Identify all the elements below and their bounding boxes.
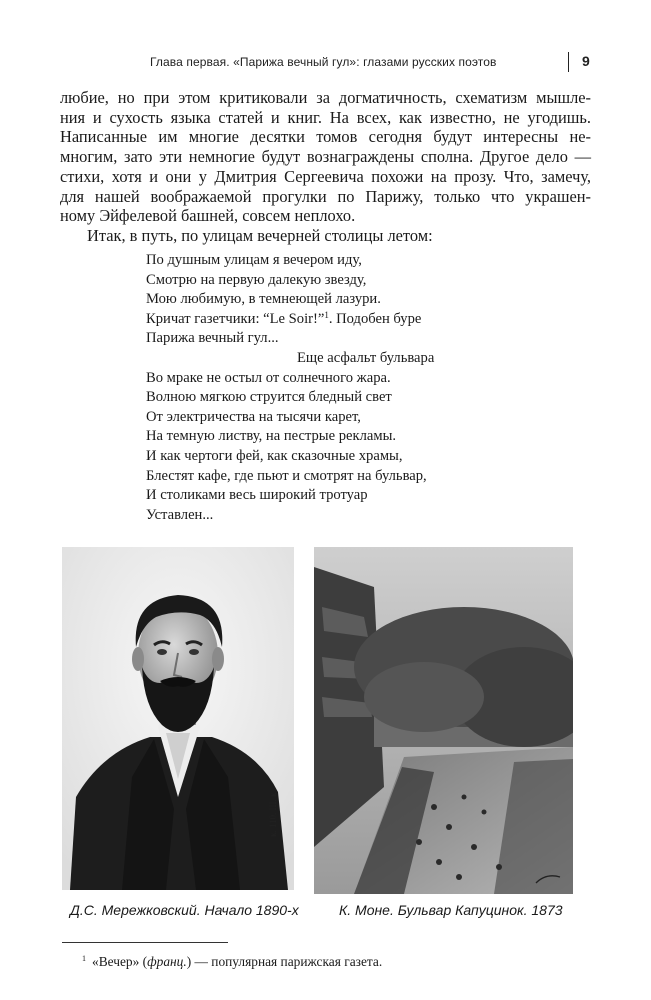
footnote-marker: 1	[82, 954, 86, 963]
body-line: Написанные им многие десятки томов сегодня будут интересны не-	[60, 127, 591, 147]
poem-line: И как чертоги фей, как сказочные храмы,	[146, 447, 403, 464]
portrait-caption: Д.С. Мережковский. Начало 1890-х	[70, 902, 299, 918]
poem-line-with-footnote	[146, 310, 476, 330]
poem-line: От электричества на тысячи карет,	[146, 408, 361, 425]
portrait-inscription: к. 110. III. к	[268, 792, 278, 837]
body-line: стихи, хотя и они у Дмитрия Сергеевича похожи на прозу. Что, замечу,	[60, 166, 591, 186]
body-line: любие, но при этом критиковали за догматичность, схематизм мышле-	[60, 88, 591, 107]
body-text	[60, 88, 591, 246]
poem-line: Блестят кафе, где пьют и смотрят на бульвар,	[146, 467, 427, 484]
running-head	[150, 52, 602, 74]
footnote-divider	[62, 942, 228, 943]
body-line: ному Эйфелевой башней, совсем неплохо.	[60, 206, 356, 226]
footnote-ref: 1	[324, 309, 329, 320]
chapter-title: Глава первая. «Парижа вечный гул»: глазами русских поэтов	[150, 55, 497, 69]
poem-line: Во мраке не остыл от солнечного жара.	[146, 369, 391, 386]
body-line: для нашей воображаемой прогулки по Парижу, только что украшен-	[60, 186, 591, 206]
poem	[146, 251, 476, 525]
footnote-quote: «Вечер»	[92, 954, 140, 969]
poem-line: По душным улицам я вечером иду,	[146, 252, 362, 268]
poem-line: Мою любимую, в темнеющей лазури.	[146, 291, 381, 308]
portrait-photo	[62, 547, 294, 890]
poem-line: На темную листву, на пестрые рекламы.	[146, 428, 397, 445]
poem-line: Парижа вечный гул...	[146, 330, 279, 347]
footnote-text: — популярная парижская газета.	[191, 954, 383, 969]
poem-line-text: Кричат газетчики: “Le Soir!”	[146, 310, 325, 327]
painting-caption: К. Моне. Бульвар Капуцинок. 1873	[339, 902, 563, 918]
poem-line: Смотрю на первую далекую звезду,	[146, 271, 367, 288]
poem-line: Еще асфальт бульвара	[297, 349, 435, 366]
poem-line: И столиками весь широкий тротуар	[146, 487, 368, 504]
painting-image	[314, 547, 573, 894]
poem-line-tail: . Подобен буре	[328, 310, 422, 327]
header-divider	[568, 52, 569, 72]
footnote: $^1$ «Вечер» (франц.) — популярная парижская газета.	[82, 954, 383, 969]
body-line: ния и сухость языка статей и книг. На всех, как известно, не угодишь.	[60, 107, 591, 127]
page-number: 9	[582, 53, 590, 69]
intro-line: Итак, в путь, по улицам вечерней столицы летом:	[87, 225, 433, 245]
footnote-lang: франц.	[147, 954, 187, 969]
poem-line: Волною мягкою струится бледный свет	[146, 389, 392, 406]
poem-line: Уставлен...	[146, 506, 214, 523]
body-line: многим, зато эти немногие будут вознаграждены сполна. Другое дело —	[60, 147, 591, 167]
